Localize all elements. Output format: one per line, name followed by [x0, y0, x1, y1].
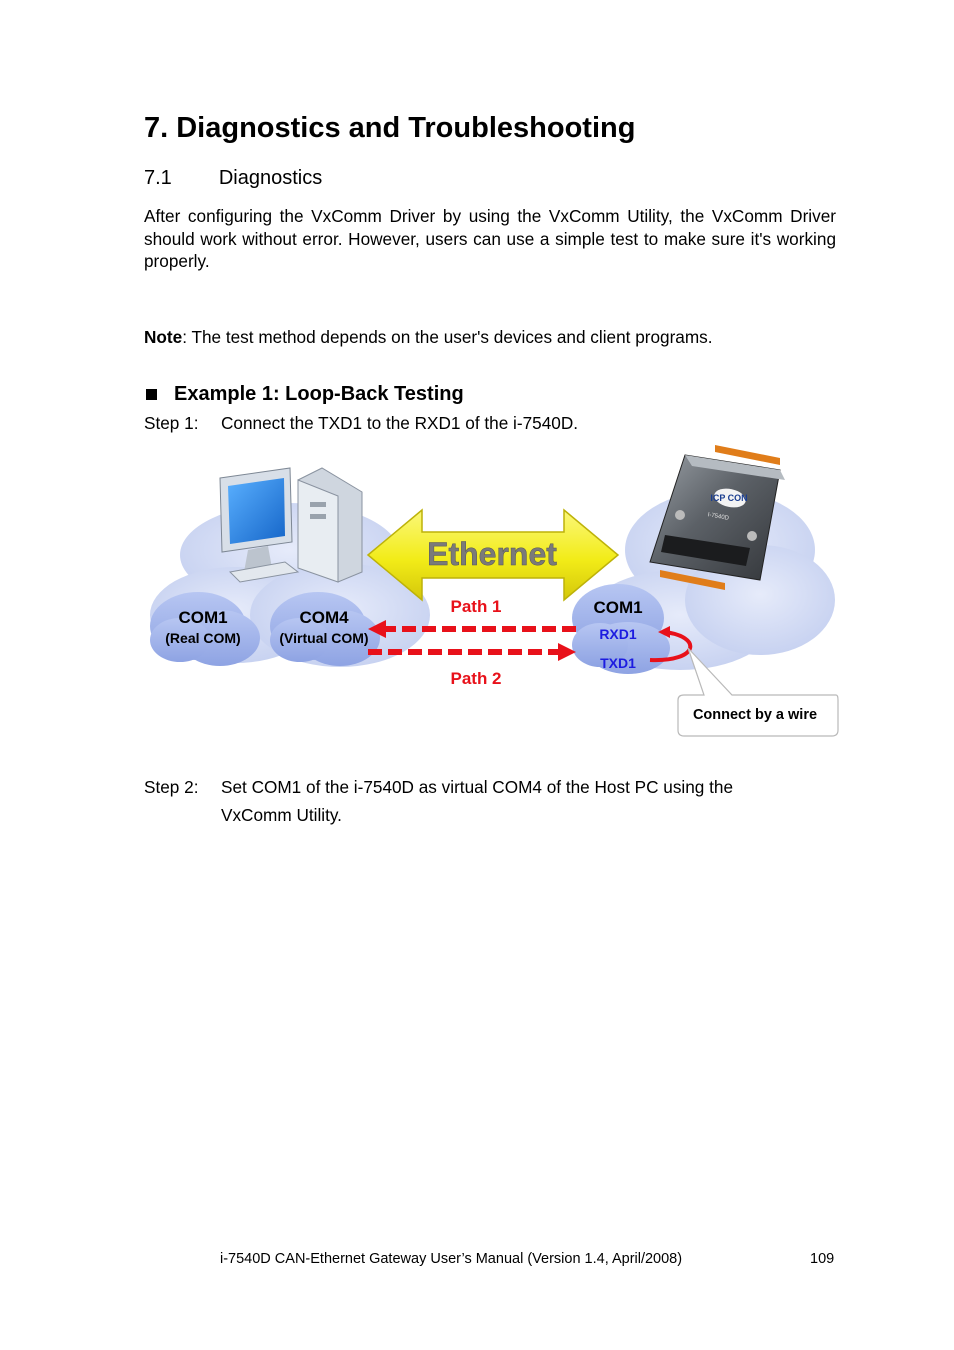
section-heading: [144, 167, 322, 190]
ethernet-arrow: [368, 510, 618, 600]
intro-paragraph: After configuring the VxComm Driver by using the VxComm Utility, the VxComm Driver should work without error. However, users can use a simple test to make sure it's working properly.: [144, 206, 836, 271]
com4-label: COM4: [299, 608, 349, 627]
path-2-label: Path 2: [450, 669, 502, 688]
note-label: Note: [144, 327, 183, 347]
step-2-line2: VxComm Utility.: [221, 805, 342, 825]
device-com1-label: COM1: [593, 598, 643, 617]
footer-text: i-7540D CAN-Ethernet Gateway User’s Manual (Version 1.4, April/2008): [220, 1251, 683, 1267]
section-number: 7.1: [144, 167, 172, 189]
example-heading: [144, 383, 464, 406]
bullet-square-icon: [146, 389, 157, 400]
pc-com1-label: COM1: [178, 608, 228, 627]
pc-com1-sublabel: (Real COM): [165, 630, 241, 646]
device-model: I-7540D: [707, 512, 730, 522]
callout-text: Connect by a wire: [692, 707, 818, 723]
note-text: : The test method depends on the user's devices and client programs.: [182, 327, 713, 347]
step-1: [144, 413, 578, 434]
step-2: [144, 773, 733, 829]
step-2-label: Step 2:: [144, 777, 199, 797]
com4-sublabel: (Virtual COM): [279, 630, 369, 646]
device-logo: ICP CON: [710, 493, 748, 503]
path-1-label: Path 1: [450, 597, 502, 616]
rxd1-label: RXD1: [599, 626, 637, 642]
example-title: Example 1: Loop-Back Testing: [174, 383, 464, 405]
page-number: 109: [810, 1251, 835, 1267]
loopback-diagram: [140, 440, 840, 740]
step-2-line1: Set COM1 of the i-7540D as virtual COM4 of the Host PC using the: [221, 777, 734, 797]
step-1-text: Connect the TXD1 to the RXD1 of the i-7540D.: [221, 413, 579, 433]
txd1-label: TXD1: [600, 655, 636, 671]
note-line: [144, 327, 713, 348]
step-1-label: Step 1:: [144, 413, 199, 433]
chapter-heading: 7. Diagnostics and Troubleshooting: [144, 112, 636, 144]
section-title: Diagnostics: [218, 167, 323, 189]
ethernet-label: Ethernet: [427, 536, 557, 572]
